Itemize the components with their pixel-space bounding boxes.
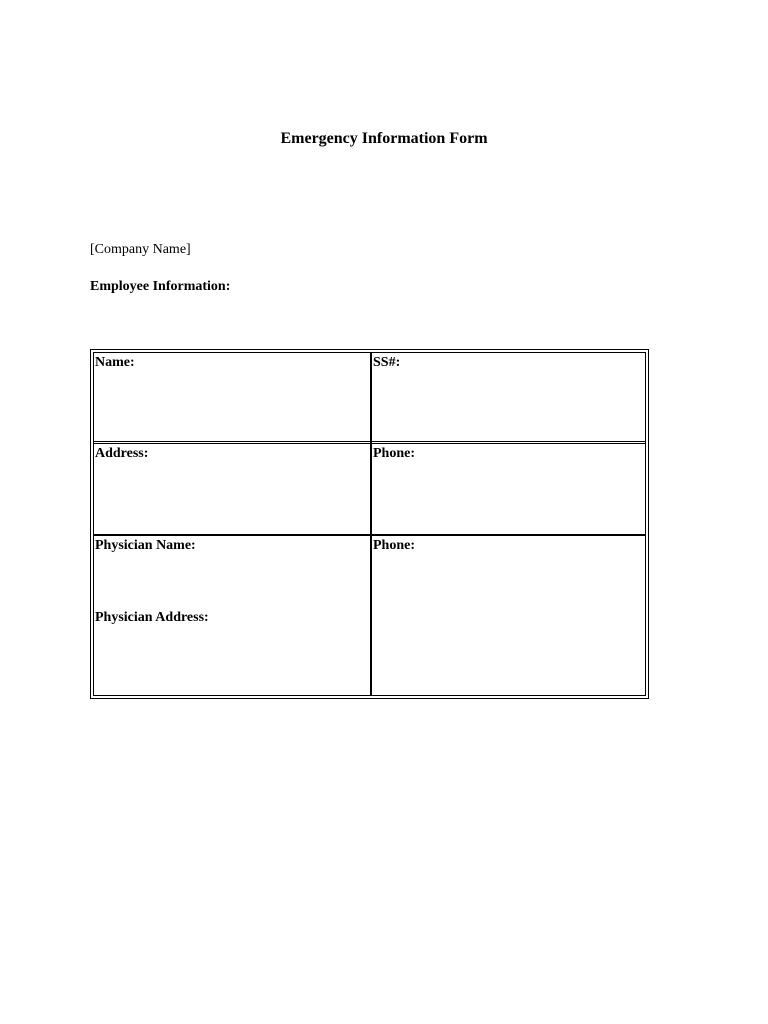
cell-phone[interactable] xyxy=(372,444,645,534)
cell-address[interactable] xyxy=(94,444,370,534)
page-title: Emergency Information Form xyxy=(280,130,488,147)
physician-name-label: Physician Name: xyxy=(95,538,196,553)
company-name: [Company Name] xyxy=(90,242,191,257)
physician-phone-label: Phone: xyxy=(373,538,415,553)
cell-ssn[interactable] xyxy=(372,353,645,441)
phone-label: Phone: xyxy=(373,446,415,461)
cell-physician-phone[interactable] xyxy=(372,536,645,695)
employee-information-table xyxy=(90,349,649,699)
cell-name[interactable] xyxy=(94,353,370,441)
section-heading-employee-information: Employee Information: xyxy=(90,279,231,294)
address-label: Address: xyxy=(95,446,149,461)
table-inner-frame xyxy=(93,352,646,696)
name-label: Name: xyxy=(95,355,135,370)
physician-address-label: Physician Address: xyxy=(95,610,209,625)
ssn-label: SS#: xyxy=(373,355,401,370)
cell-physician[interactable] xyxy=(94,536,370,695)
